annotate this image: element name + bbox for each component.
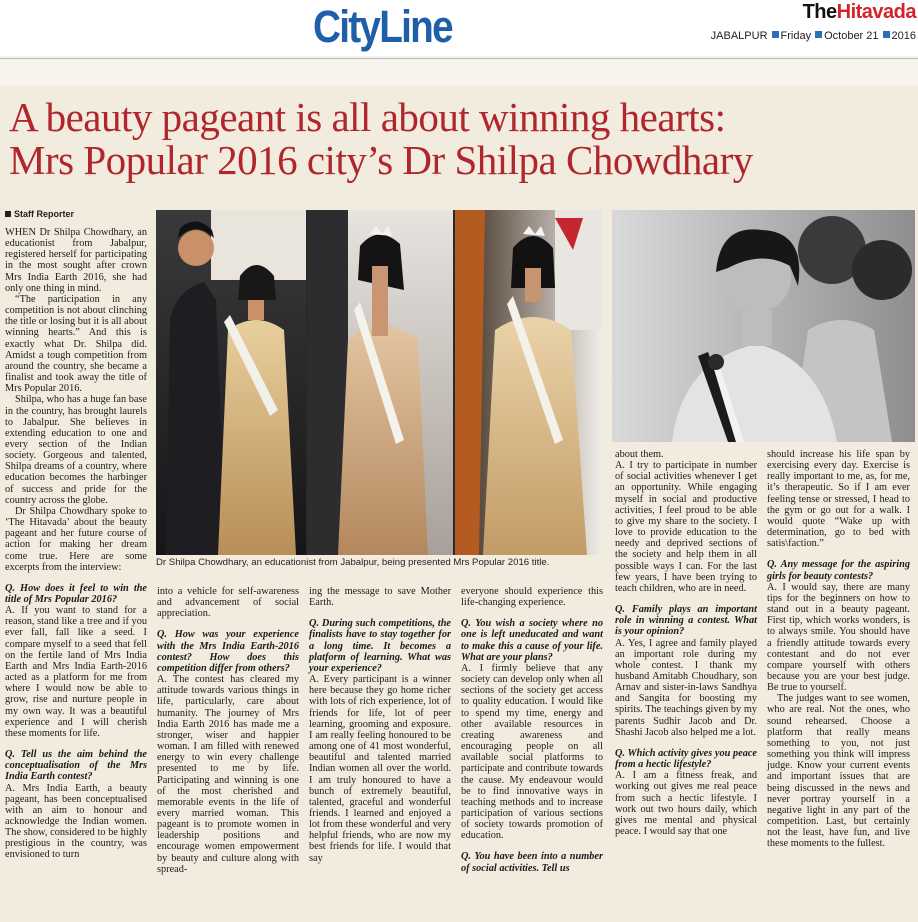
article-paragraph: The judges want to see women, who are real. Not the ones, who sound rehearsed. Choose a platform that really means something to you, not just something you think will impress judge. Know your current events and important issues that are being discussed in the news and never portray yourself in a negative light in any part of the competition. Last, but certainly not the least, have fun, and live these moments to the fullest. [767, 693, 910, 850]
article-paragraph: everyone should experience this life-changing experience. [461, 586, 603, 609]
article-column-5 [615, 449, 757, 837]
dateline-city: JABALPUR [710, 30, 768, 42]
photo-stage-image [308, 210, 453, 555]
photo-sash [455, 210, 602, 555]
article-paragraph: “The participation in any competition is not about clinching the title or losing but it is all about winning hearts.” And this is exactly what Dr. Shilpa did. Amidst a tough competition from around the country, she became a finalist and took away the title of Mrs Popular 2016. [5, 293, 147, 395]
byline-square-icon [5, 211, 11, 217]
portrait-photo [612, 210, 915, 442]
article-paragraph: A. Every participant is a winner here because they go home richer with lots of rich experience, lot of friends for life, lot of peer learning, grooming and exposure. I am really feeling honoured to be among one of 41 most wonderful, beautiful and talented married Indian women all over the world. I am truly honoured to have a bunch of extremely beautiful, talented, graceful and wonderful friends. I learned and enjoyed a lot from these wonderful and very helpful friends, who are now my best friends for life. I would that say [309, 674, 451, 864]
hitavada-logo [803, 1, 916, 24]
byline-text: Staff Reporter [14, 209, 75, 219]
article-column-2 [157, 586, 299, 875]
article-column-3 [309, 586, 451, 864]
dateline-year: 2016 [891, 30, 916, 42]
photo-crowning-image [156, 210, 306, 555]
interview-question: Q. Which activity gives you peace from a hectic lifestyle? [615, 747, 757, 771]
byline [5, 209, 74, 219]
article-paragraph: A. Mrs India Earth, a beauty pageant, has been conceptualised with an aim to honour and acknowledge the Indian women. The show, considered to be highly prestigious in the country, was envisioned to turn [5, 782, 147, 861]
portrait-photo-image [612, 210, 915, 442]
article-column-4 [461, 586, 603, 874]
headline-line-2: Mrs Popular 2016 city’s Dr Shilpa Chowdhary [9, 137, 753, 183]
article-column-1 [5, 227, 147, 861]
article-column-6 [767, 449, 910, 849]
interview-question: Q. You have been into a number of social activities. Tell us [461, 851, 603, 874]
article-paragraph: A. If you want to stand for a reason, stand like a tree and if you ever fall, fall like a seed. I compare myself to a seed that fell on the fertile land of Mrs India Earth and Mrs India Earth-2016 acted as a platform for me from where I would now be able to grow, rise and nurture people in my own way. It was a beautiful experience and I will cherish these moments for life. [5, 605, 147, 739]
article-paragraph: A. The contest has cleared my attitude towards various things in life, particularly, care about humanity. The journey of Mrs India Earth 2016 has made me a stronger, wiser and happier woman. I am filled with renewed energy to win every challenge presented to me by life. Participating and winning is one of the most cherished and memorable events in the life of every married woman. This pageant is to promote women in leadership positions and encourage women empowerment by beauty and culture along with spread- [157, 674, 299, 875]
article-paragraph: should increase his life span by exercising every day. Exercise is really important to me, as, for me, it’s therapeutic. So if I am ever feeling tense or stressed, I head to the gym or go out for a walk. I would quote “Wake up with determination, go to bed with satis\faction.” [767, 449, 910, 550]
article-paragraph: about them. [615, 449, 664, 460]
paper-the: The [802, 1, 837, 23]
article-paragraph: Shilpa, who has a huge fan base in the country, has brought laurels to Jabalpur. She believes in extending education to one and every section of the Indian society. Gorgeous and talented, Shilpa dreams of a country, where education becomes the harbinger of success and pride for the country across the globe. [5, 394, 147, 506]
article-paragraph: ing the message to save Mother Earth. [309, 586, 451, 609]
headline [9, 96, 914, 182]
square-bullet-icon [815, 31, 822, 38]
headline-line-1: A beauty pageant is all about winning hearts: [9, 94, 726, 140]
interview-question: Q. How was your experience with the Mrs India Earth-2016 contest? How does this competition differ from others? [157, 629, 299, 674]
article-paragraph: A. I am a fitness freak, and working out gives me real peace from such a hectic lifestyle. I work out two hours daily, which gives me mental and physical peace. I would say that one [615, 770, 757, 837]
dateline [711, 30, 916, 42]
interview-question: Q. You wish a society where no one is left uneducated and want to make this a cause of your life. What are your plans? [461, 618, 603, 663]
interview-question: Q. Any message for the aspiring girls for beauty contests? [767, 559, 910, 582]
interview-question: Q. Family plays an important role in winning a contest. What is your opinion? [615, 604, 757, 638]
article-paragraph: A. I try to participate in number of social activities whenever I get an opportunity. While engaging myself in social and productive activities, I feel proud to be able to give my share to the society. I love to provide education to the needy and deprived sections of the society and help them in all possible ways I can. For the last few years, I have been trying to teach children, who are in need. [615, 460, 757, 594]
article-paragraph: Dr Shilpa Chowdhary spoke to ‘The Hitavada’ about the beauty pageant and her future course of action for making her dream come true. Here are some excerpts from the interview: [5, 505, 147, 573]
square-bullet-icon [883, 31, 890, 38]
dateline-day: Friday [780, 30, 812, 42]
article-paragraph: A. I firmly believe that any society can develop only when all sections of the society get access to quality education. I would like to spend my time, energy and other available resources in creating awareness and encouraging people on all available social platforms to participate and contribute towards the cause. My endeavour would be to find innovative ways in teaching methods and to increase participation of various sections of society towards promotion of education. [461, 662, 603, 842]
masthead [0, 0, 918, 56]
photo-collage [156, 210, 602, 555]
dateline-date: October 21 [824, 30, 879, 42]
article-paragraph: A. Yes, I agree and family played an important role during my whole contest. I thank my husband Amitabh Choudhary, son Arnav and sister-in-laws Sandhya and Sangita for boosting my spirits. The teachings given by my parents Sudhir Jacob and Dr. Shashi Jacob also helped me a lot. [615, 637, 757, 738]
article-paragraph: A. I would say, there are many tips for the beginners on how to stand out in a beauty pageant. First tip, which works wonders, is to always smile. You should have a friendly attitude towards every contestant and do not ever compare yourself with others because you are your best judge. Be true to yourself. [767, 581, 910, 694]
article-paragraph: into a vehicle for self-awareness and advancement of social appreciation. [157, 586, 299, 620]
paper-name: Hitavada [836, 1, 916, 23]
cityline-logo: CityLine [313, 1, 452, 52]
interview-question: Q. Tell us the aim behind the conceptualisation of the Mrs India Earth contest? [5, 749, 147, 783]
square-bullet-icon [772, 31, 779, 38]
article-paragraph: WHEN Dr Shilpa Chowdhary, an educationist from Jabalpur, registered herself for participating in the most sought after crown Mrs India Earth 2016, she had only one thing in mind. [5, 227, 147, 294]
masthead-rule [0, 58, 918, 59]
photo-caption: Dr Shilpa Chowdhary, an educationist from Jabalpur, being presented Mrs Popular 2016 title. [156, 557, 550, 568]
photo-sash-image [455, 210, 602, 555]
interview-question: Q. How does it feel to win the title of Mrs Popular 2016? [5, 582, 147, 605]
photo-stage [308, 210, 453, 555]
interview-question: Q. During such competitions, the finalists have to stay together for a long time. It becomes a platform of learning. What was your experience? [309, 618, 451, 674]
photo-crowning [156, 210, 306, 555]
